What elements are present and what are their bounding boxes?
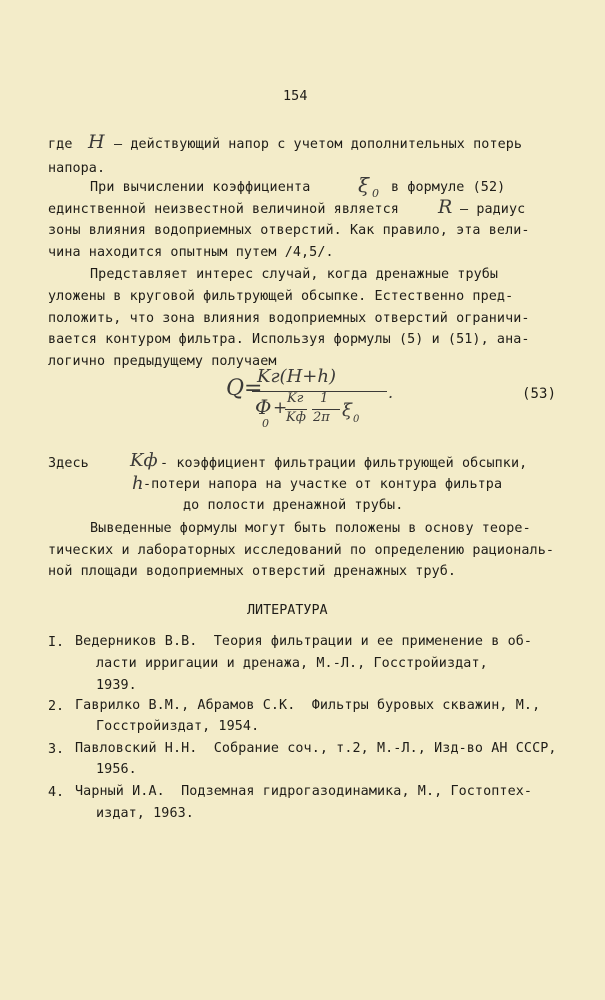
formula-den-k: Kг (287, 391, 304, 406)
conclusion-line-1: Выведенные формулы могут быть положены в основу теоре- (90, 521, 531, 536)
symbol-R: R (438, 196, 453, 218)
conclusion-line-2: тических и лабораторных исследований по определению рациональ- (48, 543, 555, 558)
reference-number: 4. (48, 785, 65, 800)
formula-den-one: 1 (320, 391, 329, 406)
defs-here: Здесь (48, 456, 89, 471)
formula-den-phi-sub: 0 (262, 417, 269, 430)
page-number: 154 (283, 89, 308, 104)
formula-den-xi-sub: 0 (353, 414, 360, 425)
reference-line: ласти ирригации и дренажа, М.-Л., Госстройиздат, (96, 656, 488, 671)
defs-kf-text: - коэффициент фильтрации фильтрующей обсыпки, (160, 456, 528, 471)
reference-number: 3. (48, 742, 65, 757)
reference-number: 2. (48, 699, 65, 714)
formula-den-kf: Kф (286, 410, 306, 425)
body-line-5: зоны влияния водоприемных отверстий. Как правило, эта вели- (48, 223, 530, 238)
body-line-4-start: единственной неизвестной величиной является (48, 202, 399, 217)
body-line-10: вается контуром фильтра. Используя формулы (5) и (51), ана- (48, 332, 530, 347)
formula-lhs: Q= (226, 376, 263, 401)
defs-h-text: -потери напора на участке от контура фильтра (143, 477, 503, 492)
symbol-kf: Kф (130, 450, 158, 471)
body-line-7: Представляет интерес случай, когда дренажные трубы (90, 267, 499, 282)
body-line-1-end: – действующий напор с учетом дополнительных потерь (114, 137, 523, 152)
body-line-3-end: в формуле (52) (391, 180, 506, 195)
reference-number: I. (48, 635, 65, 650)
reference-line: Гаврилко В.М., Абрамов С.К. Фильтры буровых скважин, М., (75, 698, 541, 713)
body-line-6: чина находится опытным путем /4,5/. (48, 245, 334, 260)
formula-dot: . (388, 383, 394, 402)
reference-line: 1956. (96, 762, 137, 777)
defs-h-text-2: до полости дренажной трубы. (183, 498, 404, 513)
formula-den-2pi: 2π (313, 410, 330, 425)
symbol-xi: ξ (358, 173, 370, 197)
symbol-h: h (132, 473, 144, 494)
reference-line: Павловский Н.Н. Собрание соч., т.2, М.-Л., Изд-во АН СССР, (75, 741, 557, 756)
formula-den-plus: + (273, 398, 288, 418)
reference-line: издат, 1963. (96, 806, 194, 821)
conclusion-line-3: ной площади водоприемных отверстий дренажных труб. (48, 564, 457, 579)
body-line-3-start: При вычислении коэффициента (90, 180, 311, 195)
symbol-xi-subscript: 0 (372, 187, 379, 200)
body-line-2: напора. (48, 161, 106, 176)
reference-line: Чарный И.А. Подземная гидрогазодинамика, М., Гостоптех- (75, 784, 533, 799)
references-heading: ЛИТЕРАТУРА (247, 603, 328, 618)
body-line-11: логично предыдущему получаем (48, 354, 277, 369)
body-line-9: положить, что зона влияния водоприемных отверстий ограничи- (48, 311, 530, 326)
formula-den-xi: ξ (342, 400, 352, 421)
body-line-4-end: – радиус (460, 202, 526, 217)
reference-line: Ведерников В.В. Теория фильтрации и ее применение в об- (75, 634, 533, 649)
body-line-8: уложены в круговой фильтрующей обсыпке. Естественно пред- (48, 289, 514, 304)
formula-numerator: Kг(H+h) (257, 366, 336, 387)
reference-line: Госстройиздат, 1954. (96, 719, 260, 734)
formula-den-phi: Φ (255, 395, 272, 419)
symbol-H: H (88, 131, 105, 153)
formula-number: (53) (522, 386, 557, 402)
reference-line: 1939. (96, 678, 137, 693)
body-line-1-start: где (48, 137, 73, 152)
